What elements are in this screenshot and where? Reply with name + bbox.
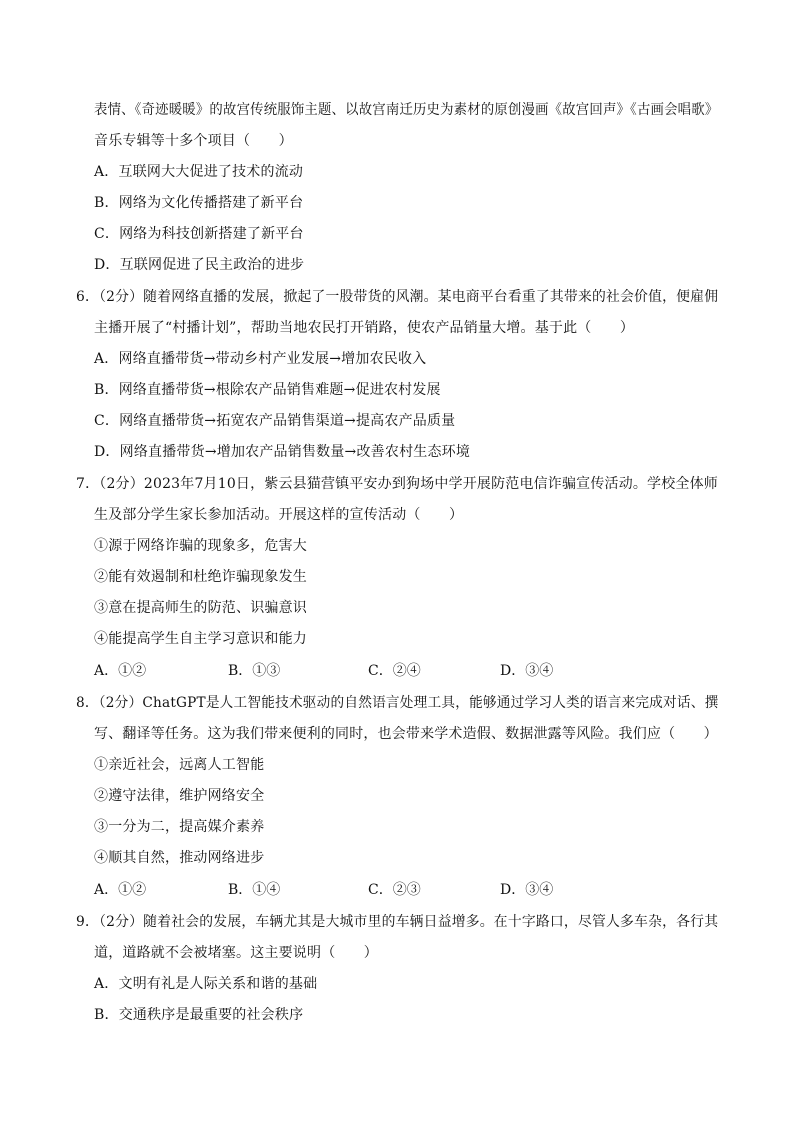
q9-option-b: B．交通秩序是最重要的社会秩序	[94, 1007, 304, 1023]
q7-choice-c: C．②④	[368, 663, 421, 679]
q5-option-d: D．互联网促进了民主政治的进步	[94, 257, 305, 273]
q5-stem-line-1: 表情、《奇迹暖暖》的故宫传统服饰主题、以故宫南迁历史为素材的原创漫画《故宫回声》《古画会唱歌》	[94, 102, 719, 118]
q5-option-b: B．网络为文化传播搭建了新平台	[94, 195, 304, 211]
q5-option-a: A．互联网大大促进了技术的流动	[94, 164, 304, 180]
q7-choice-d: D．③④	[500, 663, 554, 679]
q8-stem-line-1: 8．（2分）ChatGPT是人工智能技术驱动的自然语言处理工具，能够通过学习人类的语言来完成对话、撰	[76, 695, 719, 711]
q8-choice-d: D．③④	[500, 882, 554, 898]
q7-choice-a: A．①②	[94, 663, 147, 679]
q7-statement-4: ④能提高学生自主学习意识和能力	[94, 631, 307, 647]
q5-stem-line-2: 音乐专辑等十多个项目（ ）	[94, 133, 293, 149]
q8-stem-line-2: 写、翻译等任务。这为我们带来便利的同时，也会带来学术造假、数据泄露等风险。我们应（ ）	[94, 726, 718, 742]
q8-choice-b: B．①④	[228, 882, 281, 898]
q8-statement-1: ①亲近社会，远离人工智能	[94, 757, 265, 773]
q6-stem-line-2: 主播开展了“村播计划”，帮助当地农民打开销路，使农产品销量大增。基于此（ ）	[94, 320, 635, 336]
q8-statement-3: ③一分为二，提高媒介素养	[94, 819, 265, 835]
q7-stem-line-1: 7．（2分）2023年7月10日，紫云县猫营镇平安办到狗场中学开展防范电信诈骗宣传活动。学校全体师	[76, 476, 718, 492]
q7-statement-3: ③意在提高师生的防范、识骗意识	[94, 600, 307, 616]
q9-stem-line-2: 道，道路就不会被堵塞。这主要说明（ ）	[94, 945, 378, 961]
q6-option-d: D．网络直播带货→增加农产品销售数量→改善农村生态环境	[94, 444, 471, 460]
q9-option-a: A．文明有礼是人际关系和谐的基础	[94, 976, 318, 992]
q7-statement-2: ②能有效遏制和杜绝诈骗现象发生	[94, 569, 307, 585]
q5-option-c: C．网络为科技创新搭建了新平台	[94, 226, 304, 242]
q8-statement-2: ②遵守法律，维护网络安全	[94, 788, 265, 804]
q8-statement-4: ④顺其自然，推动网络进步	[94, 850, 265, 866]
q8-choice-a: A．①②	[94, 882, 147, 898]
q7-stem-line-2: 生及部分学生家长参加活动。开展这样的宣传活动（ ）	[94, 507, 464, 523]
q8-choice-c: C．②③	[368, 882, 421, 898]
q7-choice-b: B．①③	[228, 663, 281, 679]
q7-statement-1: ①源于网络诈骗的现象多，危害大	[94, 538, 307, 554]
q6-stem-line-1: 6．（2分）随着网络直播的发展，掀起了一股带货的风潮。某电商平台看重了其带来的社会价值，便雇佣	[76, 289, 719, 305]
q6-option-b: B．网络直播带货→根除农产品销售难题→促进农村发展	[94, 382, 441, 398]
q6-option-c: C．网络直播带货→拓宽农产品销售渠道→提高农产品质量	[94, 413, 456, 429]
q9-stem-line-1: 9．（2分）随着社会的发展，车辆尤其是大城市里的车辆日益增多。在十字路口，尽管人多车杂，各行其	[76, 914, 719, 930]
q6-option-a: A．网络直播带货→带动乡村产业发展→增加农民收入	[94, 351, 427, 367]
